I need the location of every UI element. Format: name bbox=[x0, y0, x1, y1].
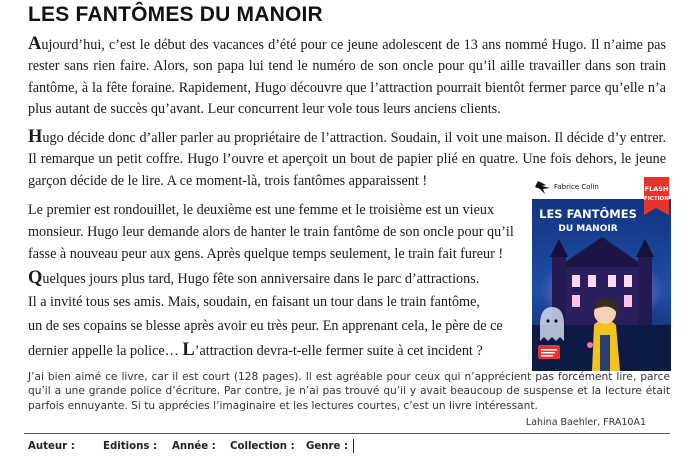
svg-text:FLASH: FLASH bbox=[644, 185, 669, 193]
footer-genre-label: Genre : bbox=[306, 441, 349, 452]
paragraph-1 bbox=[28, 34, 666, 120]
ghost-icon bbox=[540, 307, 564, 341]
cover-title-line-2: DU MANOIR bbox=[558, 224, 618, 234]
signature: Lahina Baehler, FRA10A1 bbox=[525, 417, 646, 428]
drop-cap: A bbox=[28, 34, 42, 54]
paragraph-1-text: ujourd’hui, c’est le début des vacances d’été pour ce jeune adolescent de 13 ans nommé Hugo. Il n’aime pas rester sans rien faire. Alors, son papa lui tend le numéro de son oncle pour qu’il aille travailler dans son train fantôme, à la fête foraine. Rapidement, Hugo découvre que l’attraction pourrait bientôt fermer parce qu’elle n’a plus autant de succès qu’avant. Leur concurrent leur vole tous leurs anciens clients. bbox=[28, 37, 666, 117]
footer-author-label: Auteur : bbox=[28, 441, 75, 452]
text-line-9: un de ses copains se blesse après avoir eu très peur. En apprenant cela, le père de ce bbox=[28, 318, 503, 334]
book-cover-image bbox=[532, 175, 671, 371]
footer-editions-label: Editions : bbox=[103, 441, 158, 452]
drop-cap: L bbox=[182, 340, 195, 360]
drop-cap: Q bbox=[28, 268, 43, 288]
text-line-7: Quelques jours plus tard, Hugo fête son anniversaire dans le parc d’attractions. bbox=[28, 268, 480, 288]
text-line-4: Le premier est rondouillet, le deuxième est une femme et le troisième est un vieux bbox=[28, 202, 495, 218]
text-line-8: Il a invité tous ses amis. Mais, soudain, en faisant un tour dans le train fantôme, bbox=[28, 294, 480, 310]
text-line-6: fasse à nouveau peur aux gens. Après quelque temps seulement, le train fait fureur ! bbox=[28, 246, 504, 262]
cover-author: Fabrice Colin bbox=[554, 183, 599, 191]
text-cursor[interactable] bbox=[353, 439, 354, 453]
text-line-5: monsieur. Hugo leur demande alors de hanter le train fantôme de son oncle pour qu’il bbox=[28, 224, 514, 240]
paragraph-2-text: ugo décide donc d’aller parler au propriétaire de l’attraction. Soudain, il voit une maison. Il décide d’y entrer. Il remarque un petit coffre. Hugo l’ouvre et aperçoit un bout de papier plié en quatre. Une fois dehors, le jeune garçon décide de le lire. A ce moment-là, trois fantômes apparaissent ! bbox=[28, 130, 666, 189]
document-title: LES FANTÔMES DU MANOIR bbox=[28, 3, 323, 26]
cover-title-line-1: LES FANTÔMES bbox=[539, 207, 637, 221]
footer-collection-label: Collection : bbox=[230, 441, 295, 452]
svg-text:FICTION: FICTION bbox=[644, 196, 669, 202]
footer-divider bbox=[24, 433, 670, 434]
text-line-10: dernier appelle la police… L’attraction devra-t-elle fermer suite à cet incident ? bbox=[28, 340, 483, 360]
review-paragraph: J’ai bien aimé ce livre, car il est court (128 pages). Il est agréable pour ceux qui n’apprécient pas forcément lire, parce qu’il a une grande police d’écriture. Par contre, je n’ai pas trouvé qu’il y avait beaucoup de suspense et la lecture était parfois ennuyante. Si tu apprécies l’imaginaire et les lectures courtes, c’est un livre intéressant. bbox=[28, 371, 670, 412]
cover-blurb-icon bbox=[538, 345, 560, 359]
footer-year-label: Année : bbox=[172, 441, 216, 452]
drop-cap: H bbox=[28, 127, 43, 147]
